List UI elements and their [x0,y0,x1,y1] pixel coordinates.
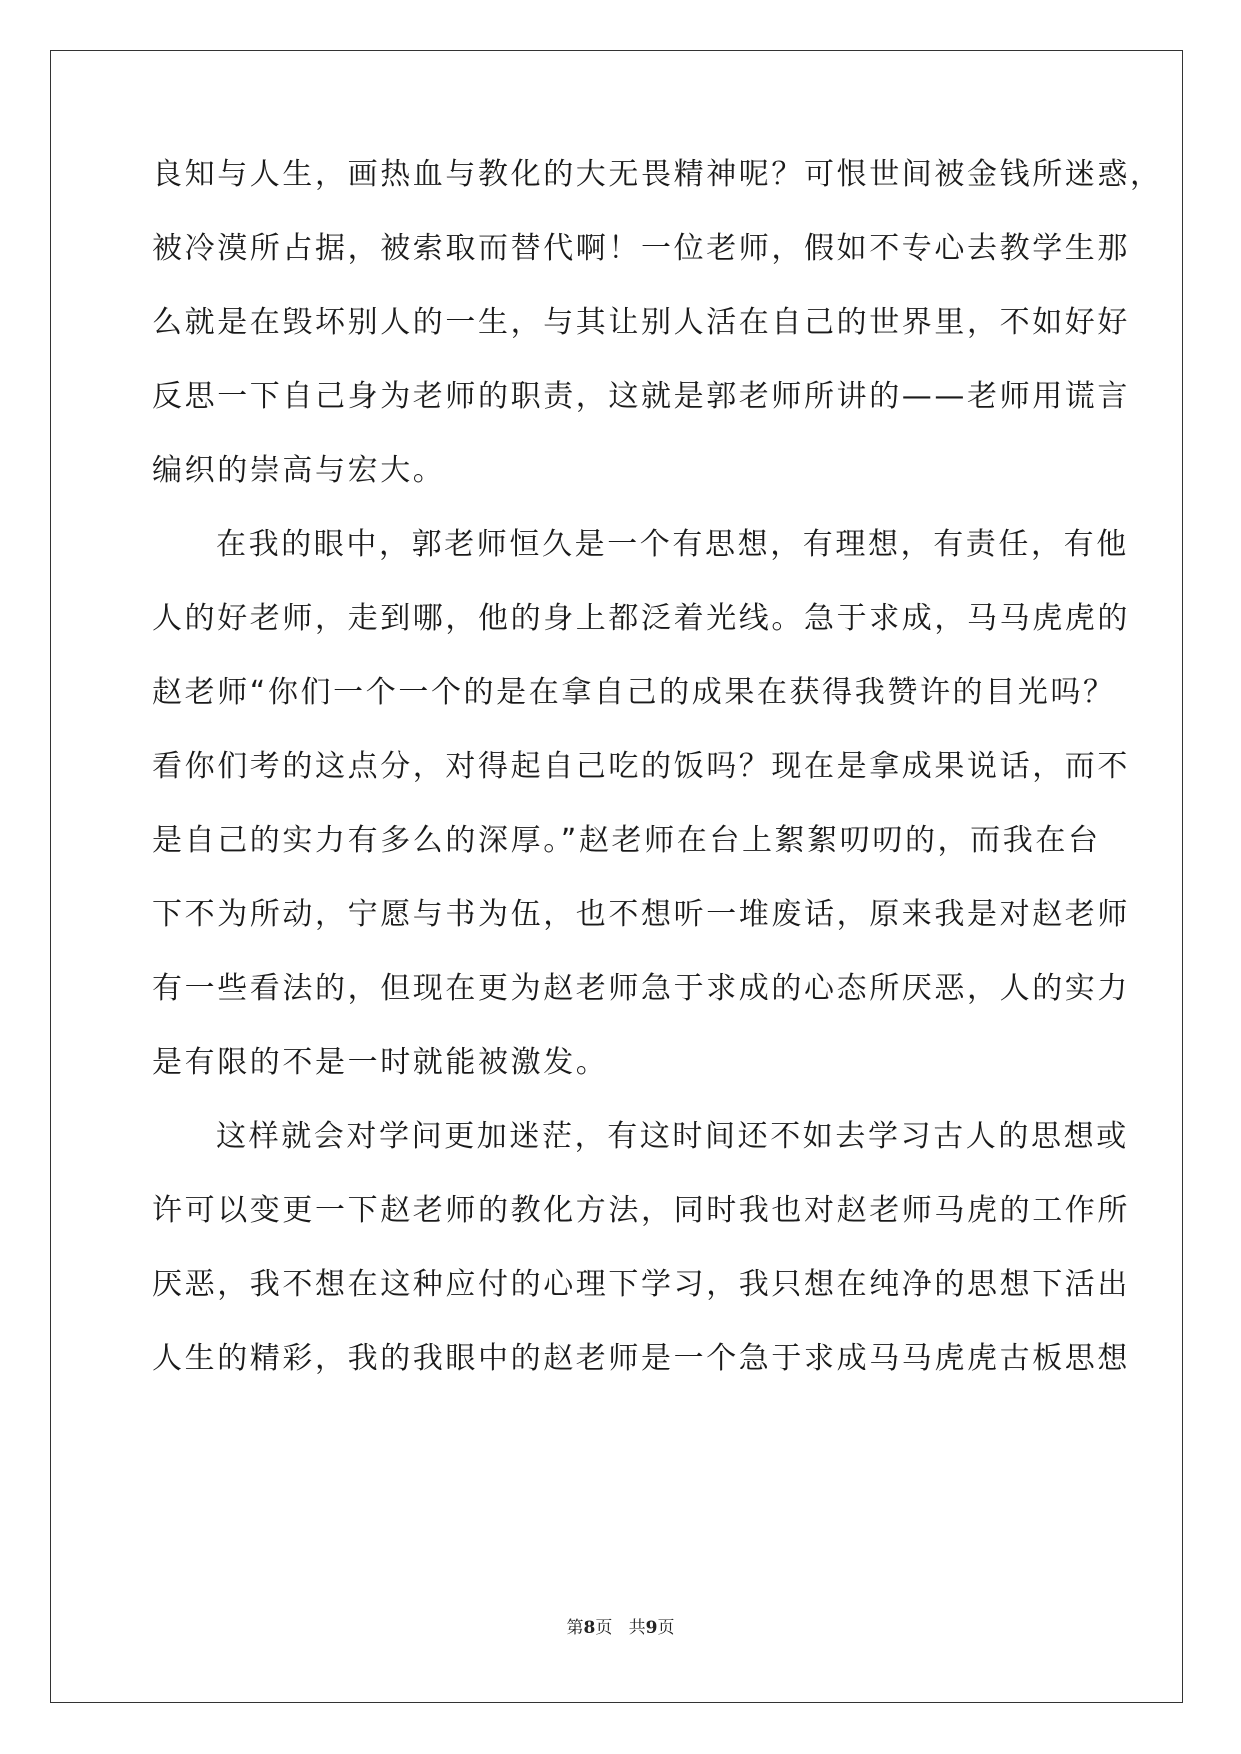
paragraph-first-line: 在我的眼中，郭老师恒久是一个有思想，有理想，有责任，有他 [216,527,1129,562]
text-line: 许可以变更一下赵老师的教化方法，同时我也对赵老师马虎的工作所 [152,1193,1130,1228]
text-line: 人的好老师，走到哪，他的身上都泛着光线。急于求成，马马虎虎的 [152,601,1130,636]
text-line: 么就是在毁坏别人的一生，与其让别人活在自己的世界里，不如好好 [152,305,1130,340]
page-border [50,50,1183,1703]
text-line: 人生的精彩，我的我眼中的赵老师是一个急于求成马马虎虎古板思想 [152,1341,1130,1376]
text-line: 下不为所动，宁愿与书为伍，也不想听一堆废话，原来我是对赵老师 [152,897,1130,932]
total-suffix: 页 [657,1618,675,1638]
text-line: 反思一下自己身为老师的职责，这就是郭老师所讲的——老师用谎言 [152,379,1130,414]
page-footer [0,1617,1241,1639]
text-line: 是自己的实力有多么的深厚。”赵老师在台上絮絮叨叨的，而我在台 [152,823,1101,858]
page-suffix: 页 [595,1618,613,1638]
text-line: 有一些看法的，但现在更为赵老师急于求成的心态所厌恶，人的实力 [152,971,1130,1006]
total-prefix: 共 [628,1618,646,1638]
text-line: 是有限的不是一时就能被激发。 [152,1045,609,1080]
paragraph-first-line: 这样就会对学问更加迷茫，有这时间还不如去学习古人的思想或 [216,1119,1129,1154]
text-line: 赵老师“你们一个一个的是在拿自己的成果在获得我赞许的目光吗？ [152,675,1116,710]
text-line: 看你们考的这点分，对得起自己吃的饭吗？现在是拿成果说话，而不 [152,749,1130,784]
text-line: 被冷漠所占据，被索取而替代啊！一位老师，假如不专心去教学生那 [152,231,1130,266]
total-pages: 9 [645,1618,658,1638]
page-prefix: 第 [566,1618,584,1638]
page-number: 8 [583,1618,596,1638]
text-line: 厌恶，我不想在这种应付的心理下学习，我只想在纯净的思想下活出 [152,1267,1130,1302]
text-line: 编织的崇高与宏大。 [152,453,446,488]
text-line: 良知与人生，画热血与教化的大无畏精神呢？可恨世间被金钱所迷惑， [152,157,1163,192]
